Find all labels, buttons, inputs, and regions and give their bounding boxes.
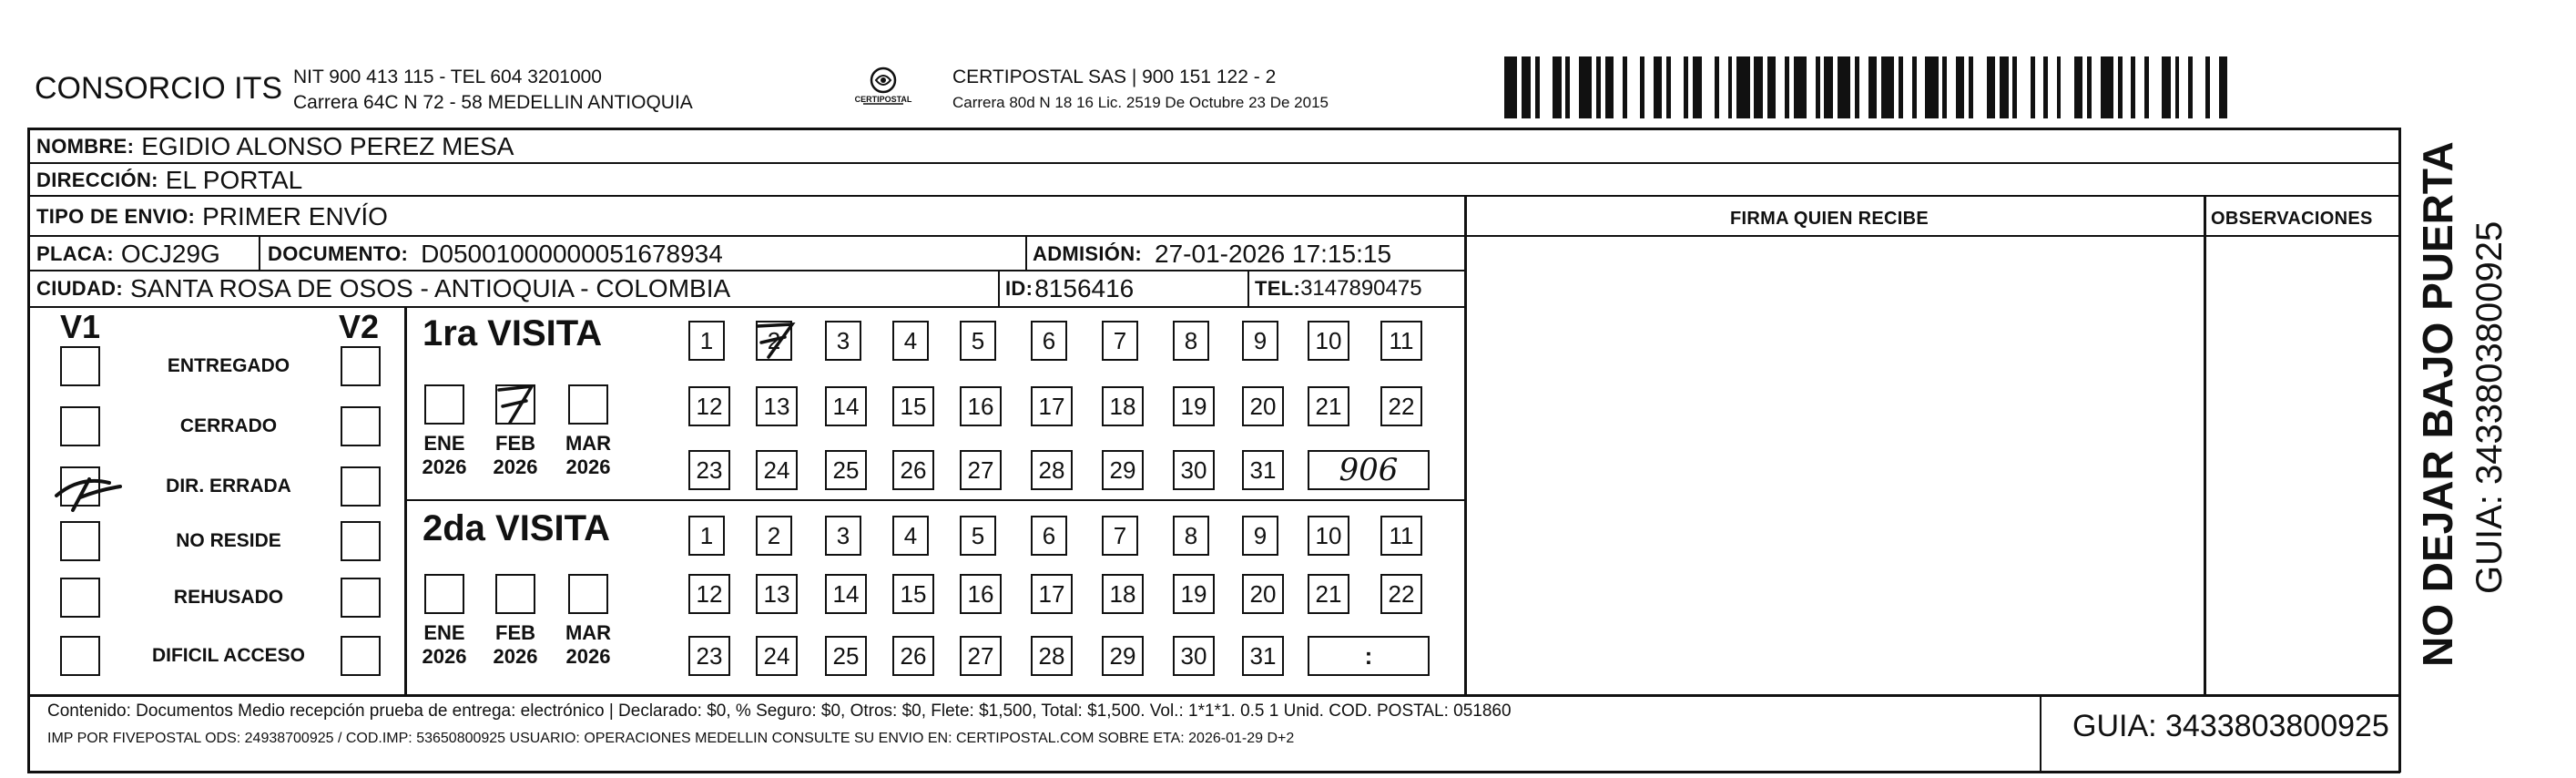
visit-time-box[interactable] (1308, 450, 1430, 490)
month-checkbox[interactable] (424, 384, 464, 425)
day-box[interactable]: 12 (688, 386, 730, 426)
day-box[interactable]: 10 (1308, 516, 1349, 556)
col-line-status (404, 306, 407, 696)
month-label (412, 432, 476, 479)
col-line-tel (1247, 270, 1249, 306)
direccion-field (36, 164, 302, 197)
id-label: ID: (1005, 277, 1033, 300)
v1-header: V1 (60, 308, 101, 345)
side-guia: GUIA: 3433803800925 (2469, 220, 2510, 594)
col-line-firma (1464, 195, 1467, 696)
ciudad-label: CIUDAD: (36, 277, 123, 300)
col-line-placa (259, 235, 260, 271)
month-name: ENE (423, 621, 465, 644)
footer-contents: Contenido: Documentos Medio recepción prueba de entrega: electrónico | Declarado: $0, % Seguro: $0, Otros: $0, Flete: $1,500, Total: $1,500. Vol.: 1*1*1. 0.5 1 Unid. COD. POSTAL: 051860 (47, 701, 1512, 721)
col-line-obs (2204, 195, 2206, 696)
frame-bottom (27, 771, 2400, 773)
company-info-line2: Carrera 64C N 72 - 58 MEDELLIN ANTIOQUIA (293, 92, 693, 113)
v1-checkbox[interactable] (60, 521, 100, 561)
day-box[interactable]: 22 (1380, 386, 1422, 426)
v2-checkbox[interactable] (341, 578, 381, 618)
day-box[interactable]: 14 (825, 386, 867, 426)
day-box[interactable]: 14 (825, 574, 867, 614)
month-name: MAR (565, 432, 612, 455)
v1-checkbox[interactable] (60, 636, 100, 676)
day-box[interactable]: 24 (756, 636, 798, 676)
month-name: ENE (423, 432, 465, 455)
day-box[interactable]: 5 (960, 516, 996, 556)
day-box[interactable]: 11 (1380, 321, 1422, 361)
status-option-label: ENTREGADO (167, 355, 290, 376)
barcode-icon (1504, 56, 2233, 118)
v2-checkbox[interactable] (341, 521, 381, 561)
day-box[interactable]: 18 (1102, 574, 1144, 614)
day-box[interactable]: 19 (1173, 386, 1215, 426)
month-checkbox[interactable] (495, 384, 535, 425)
v2-checkbox[interactable] (341, 466, 381, 507)
tel-label: TEL: (1255, 277, 1301, 300)
month-year: 2026 (493, 456, 538, 478)
day-box[interactable]: 27 (960, 636, 1002, 676)
time-separator: : (1364, 641, 1373, 670)
month-year: 2026 (565, 456, 611, 478)
day-box[interactable]: 8 (1173, 516, 1209, 556)
footer-print-info: IMP POR FIVEPOSTAL ODS: 24938700925 / COD.IMP: 53650800925 USUARIO: OPERACIONES MEDELLIN CONSULTE SU ENVIO EN: CERTIPOSTAL.COM SOBRE ETA: 2026-01-29 D+2 (47, 731, 1295, 746)
day-box[interactable]: 1 (688, 321, 725, 361)
company-name: CONSORCIO ITS (35, 71, 283, 106)
day-box[interactable]: 30 (1173, 450, 1215, 490)
documento-field (268, 237, 723, 271)
month-checkbox[interactable] (495, 574, 535, 614)
day-box[interactable]: 3 (825, 321, 861, 361)
row-line-visit-split (404, 499, 1466, 501)
day-box[interactable]: 23 (688, 636, 730, 676)
day-box[interactable]: 6 (1031, 321, 1067, 361)
frame-left (27, 128, 30, 773)
month-label (556, 432, 620, 479)
day-box[interactable]: 4 (892, 321, 929, 361)
v1-checkbox[interactable] (60, 406, 100, 446)
visit1-title: 1ra VISITA (423, 313, 603, 353)
direccion-value: EL PORTAL (165, 166, 303, 194)
certipostal-logo-icon (854, 62, 912, 113)
day-box[interactable]: 27 (960, 450, 1002, 490)
day-box[interactable]: 13 (756, 386, 798, 426)
documento-value: D05001000000051678934 (421, 240, 723, 268)
day-box[interactable]: 7 (1102, 516, 1138, 556)
day-box[interactable]: 28 (1031, 636, 1073, 676)
day-box[interactable]: 13 (756, 574, 798, 614)
documento-label: DOCUMENTO: (268, 242, 409, 265)
v1-checkbox[interactable] (60, 466, 100, 507)
day-box[interactable]: 12 (688, 574, 730, 614)
day-box[interactable]: 21 (1308, 386, 1349, 426)
month-label (556, 621, 620, 669)
tel-field (1255, 271, 1422, 306)
day-box[interactable]: 7 (1102, 321, 1138, 361)
day-box[interactable]: 26 (892, 450, 934, 490)
day-box[interactable]: 26 (892, 636, 934, 676)
col-line-admision (1025, 235, 1027, 271)
day-box[interactable]: 31 (1242, 636, 1284, 676)
day-box[interactable]: 3 (825, 516, 861, 556)
day-box[interactable]: 29 (1102, 636, 1144, 676)
v2-checkbox[interactable] (341, 406, 381, 446)
col-line-footer-guia (2040, 694, 2041, 773)
day-box[interactable]: 19 (1173, 574, 1215, 614)
day-box[interactable]: 17 (1031, 574, 1073, 614)
day-box[interactable]: 16 (960, 386, 1002, 426)
logo-text: CERTIPOSTAL (854, 95, 912, 104)
placa-value: OCJ29G (120, 240, 220, 268)
month-name: FEB (495, 432, 535, 455)
nombre-field (36, 130, 514, 163)
row-line-footer (27, 694, 2400, 697)
nombre-label: NOMBRE: (36, 135, 135, 158)
admision-field (1033, 237, 1391, 271)
day-box[interactable]: 20 (1242, 574, 1284, 614)
day-box[interactable]: 5 (960, 321, 996, 361)
month-checkbox[interactable] (568, 384, 608, 425)
observaciones-header: OBSERVACIONES (2211, 208, 2373, 229)
day-box[interactable]: 15 (892, 386, 934, 426)
footer-guia: GUIA: 3433803800925 (2072, 709, 2389, 743)
direccion-label: DIRECCIÓN: (36, 169, 158, 191)
v1-checkbox[interactable] (60, 578, 100, 618)
status-option-label: REHUSADO (173, 587, 284, 608)
courier-info-line2: Carrera 80d N 18 16 Lic. 2519 De Octubre 23 De 2015 (952, 94, 1329, 111)
status-option-label: NO RESIDE (176, 530, 281, 551)
col-line-id (998, 270, 1000, 306)
visit2-title: 2da VISITA (423, 508, 610, 548)
day-box[interactable]: 18 (1102, 386, 1144, 426)
day-box[interactable]: 9 (1242, 516, 1278, 556)
day-box[interactable]: 16 (960, 574, 1002, 614)
status-option-label: DIFICIL ACCESO (151, 645, 305, 666)
status-option-label: DIR. ERRADA (166, 476, 291, 496)
day-box[interactable]: 2 (756, 321, 792, 361)
month-year: 2026 (422, 456, 467, 478)
row-line-2 (27, 195, 2400, 197)
day-box[interactable]: 4 (892, 516, 929, 556)
day-box[interactable]: 6 (1031, 516, 1067, 556)
month-year: 2026 (493, 645, 538, 668)
id-value: 8156416 (1034, 274, 1135, 302)
ciudad-value: SANTA ROSA DE OSOS - ANTIOQUIA - COLOMBIA (129, 274, 731, 302)
day-box[interactable]: 10 (1308, 321, 1349, 361)
tel-value: 3147890475 (1300, 276, 1422, 301)
month-label (484, 621, 547, 669)
company-info-line1: NIT 900 413 115 - TEL 604 3201000 (293, 67, 602, 87)
month-year: 2026 (422, 645, 467, 668)
v2-checkbox[interactable] (341, 636, 381, 676)
day-box[interactable]: 21 (1308, 574, 1349, 614)
day-box[interactable]: 24 (756, 450, 798, 490)
placa-field (36, 237, 220, 271)
day-box[interactable]: 23 (688, 450, 730, 490)
day-box[interactable]: 30 (1173, 636, 1215, 676)
month-name: FEB (495, 621, 535, 644)
month-label (412, 621, 476, 669)
day-box[interactable]: 2 (756, 516, 792, 556)
admision-value: 27-01-2026 17:15:15 (1155, 240, 1392, 268)
placa-label: PLACA: (36, 242, 114, 265)
day-box[interactable]: 20 (1242, 386, 1284, 426)
row-line-5 (27, 306, 1466, 308)
day-box[interactable]: 1 (688, 516, 725, 556)
firma-header: FIRMA QUIEN RECIBE (1730, 208, 1929, 229)
nombre-value: EGIDIO ALONSO PEREZ MESA (141, 132, 514, 160)
frame-right (2398, 128, 2401, 773)
day-box[interactable]: 9 (1242, 321, 1278, 361)
day-box[interactable]: 17 (1031, 386, 1073, 426)
month-name: MAR (565, 621, 612, 644)
visit-time-box[interactable] (1308, 636, 1430, 676)
tipo-envio-value: PRIMER ENVÍO (202, 202, 388, 230)
side-warning: NO DEJAR BAJO PUERTA (2414, 141, 2461, 667)
day-box[interactable]: 25 (825, 450, 867, 490)
id-field (1005, 271, 1134, 306)
admision-label: ADMISIÓN: (1033, 242, 1143, 265)
day-box[interactable]: 29 (1102, 450, 1144, 490)
month-checkbox[interactable] (568, 574, 608, 614)
day-box[interactable]: 25 (825, 636, 867, 676)
ciudad-field (36, 271, 730, 306)
day-box[interactable]: 15 (892, 574, 934, 614)
day-box[interactable]: 28 (1031, 450, 1073, 490)
month-label (484, 432, 547, 479)
v1-checkbox[interactable] (60, 346, 100, 386)
month-year: 2026 (565, 645, 611, 668)
tipo-envio-field (36, 199, 388, 235)
status-option-label: CERRADO (179, 415, 278, 436)
day-box[interactable]: 8 (1173, 321, 1209, 361)
courier-info-line1: CERTIPOSTAL SAS | 900 151 122 - 2 (952, 67, 1277, 87)
tipo-envio-label: TIPO DE ENVIO: (36, 205, 196, 228)
day-box[interactable]: 31 (1242, 450, 1284, 490)
v2-header: V2 (339, 308, 380, 345)
handwritten-time: 906 (1339, 452, 1399, 488)
day-box[interactable]: 22 (1380, 574, 1422, 614)
month-checkbox[interactable] (424, 574, 464, 614)
day-box[interactable]: 11 (1380, 516, 1422, 556)
v2-checkbox[interactable] (341, 346, 381, 386)
